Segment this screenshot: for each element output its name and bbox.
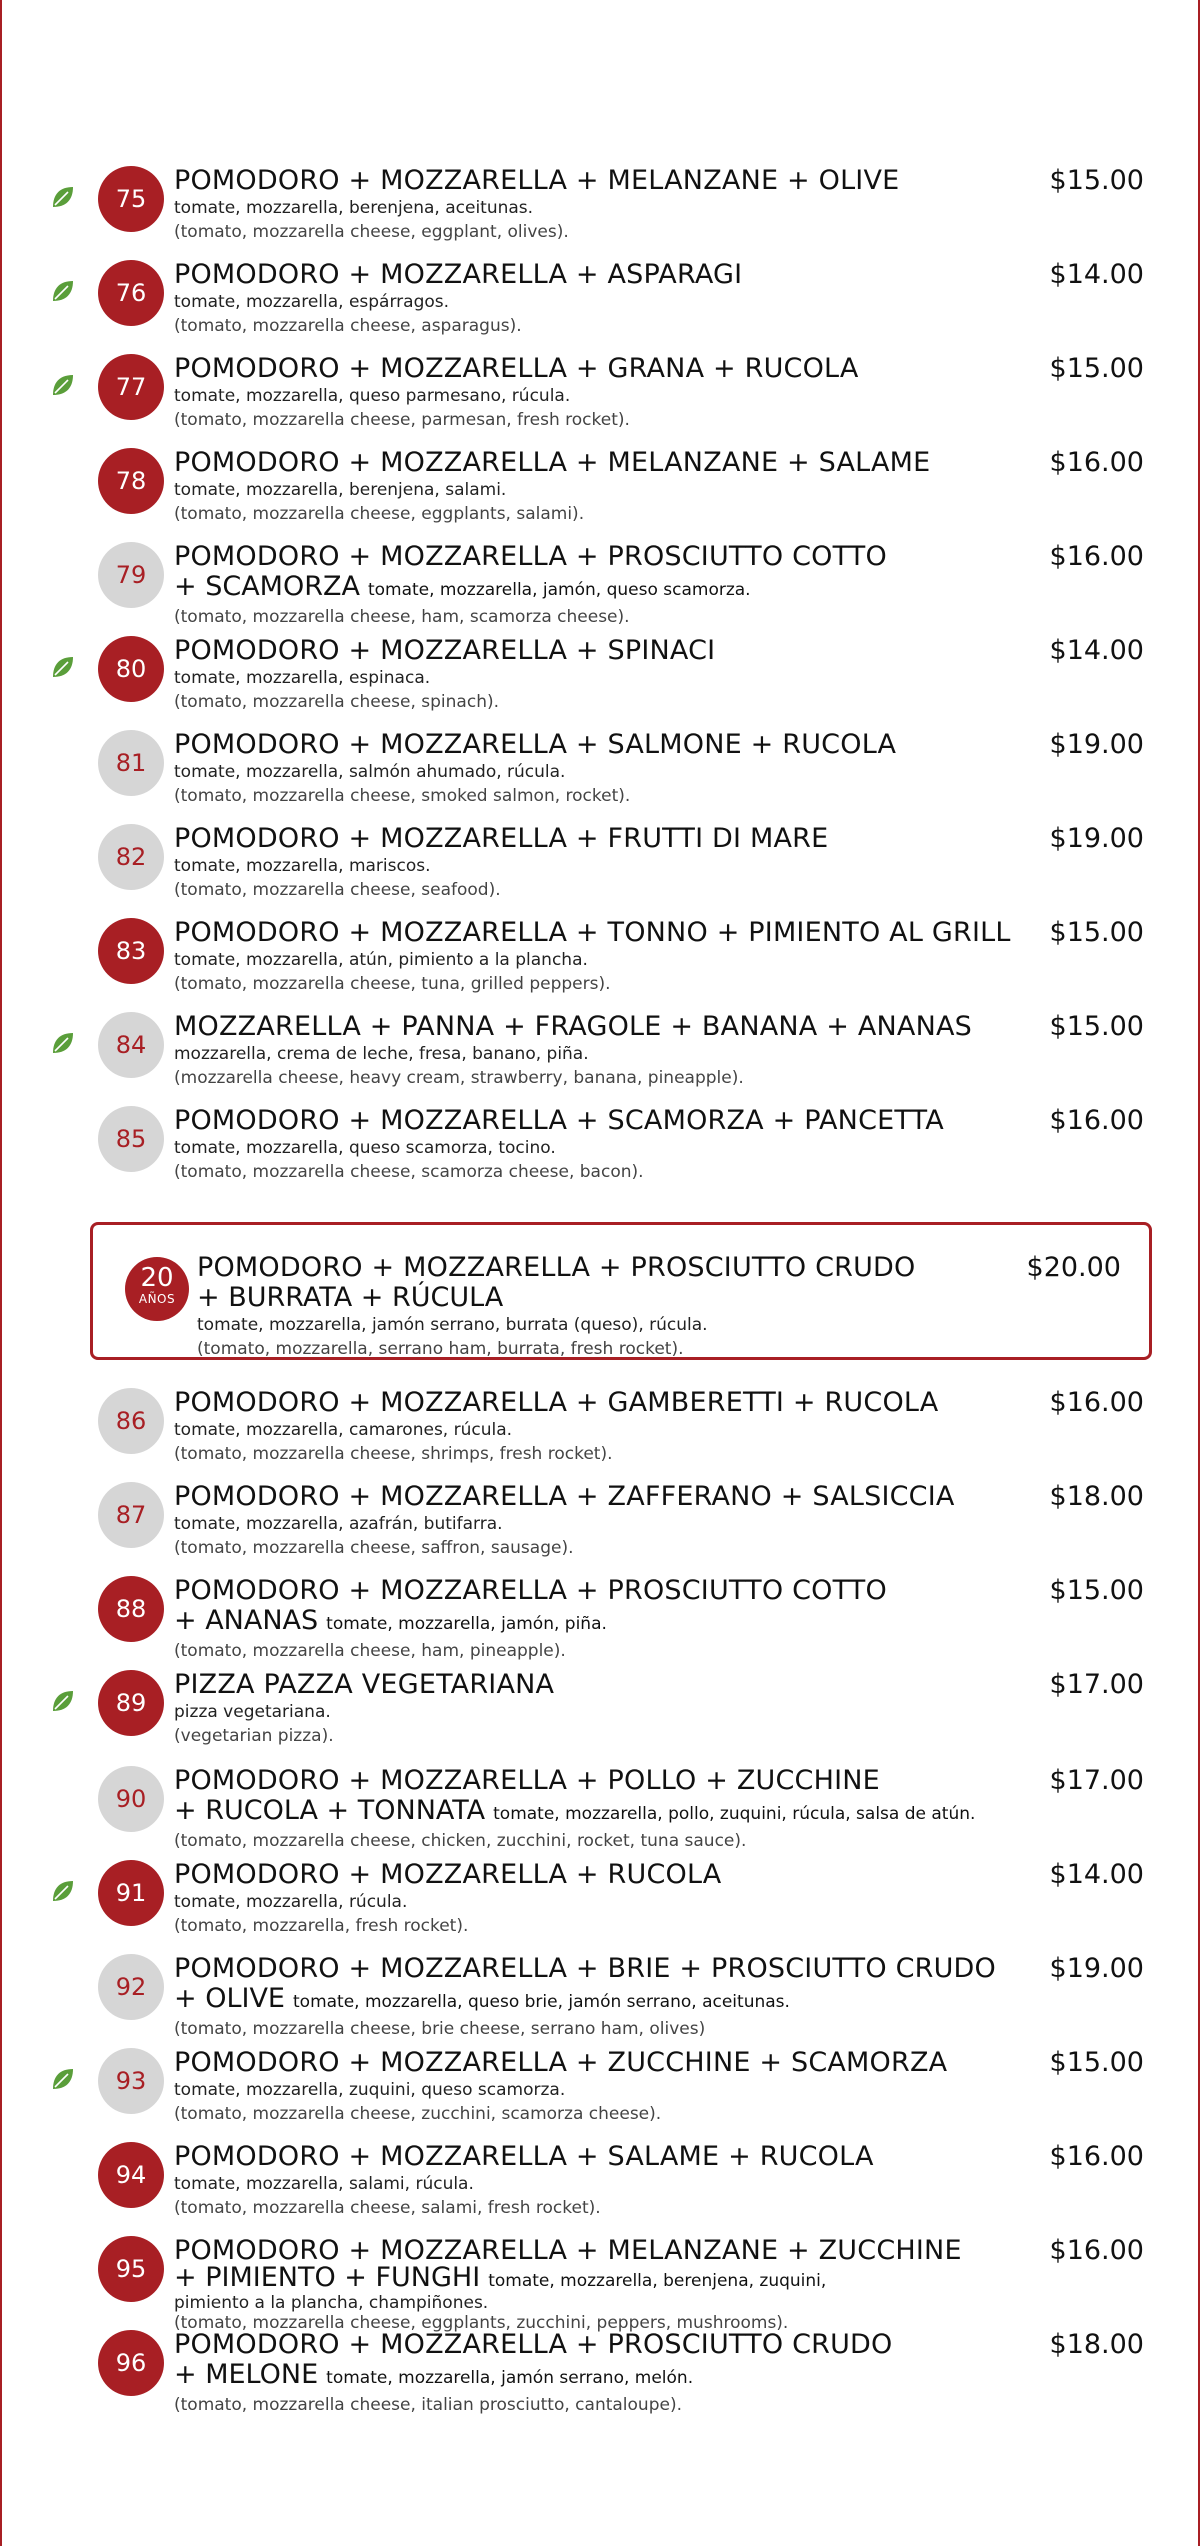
vegetarian-leaf-icon: [50, 1878, 76, 1904]
item-number-badge: 89: [98, 1670, 164, 1736]
item-number-badge: 84: [98, 1012, 164, 1078]
item-price: $19.00: [1049, 1953, 1144, 1984]
item-description-en: (tomato, mozzarella cheese, seafood).: [174, 880, 501, 900]
item-price: $14.00: [1049, 1859, 1144, 1890]
item-name: POMODORO + MOZZARELLA + MELANZANE + OLIVE: [174, 165, 900, 196]
item-description-en: (tomato, mozzarella, fresh rocket).: [174, 1916, 469, 1936]
special-price: $20.00: [1026, 1252, 1121, 1283]
item-name: POMODORO + MOZZARELLA + TONNO + PIMIENTO AL GRILL: [174, 917, 1011, 948]
item-description-es: tomate, mozzarella, jamón serrano, melón.: [326, 2368, 694, 2388]
anniversary-badge: [125, 1257, 189, 1321]
item-description-es: tomate, mozzarella, azafrán, butifarra.: [174, 1514, 503, 1534]
item-number-badge: 96: [98, 2330, 164, 2396]
item-description-es: mozzarella, crema de leche, fresa, banano, piña.: [174, 1044, 589, 1064]
item-name: POMODORO + MOZZARELLA + ASPARAGI: [174, 259, 743, 290]
item-name-continued: + SCAMORZA: [174, 571, 360, 602]
item-price: $16.00: [1049, 447, 1144, 478]
item-name: POMODORO + MOZZARELLA + ZAFFERANO + SALSICCIA: [174, 1481, 955, 1512]
item-name: POMODORO + MOZZARELLA + MELANZANE + ZUCCHINE: [174, 2235, 962, 2266]
item-name: POMODORO + MOZZARELLA + GRANA + RUCOLA: [174, 353, 859, 384]
item-description-en: (tomato, mozzarella cheese, eggplants, zucchini, peppers, mushrooms).: [174, 2313, 789, 2333]
item-description-es: tomate, mozzarella, espinaca.: [174, 668, 431, 688]
item-description-en: (tomato, mozzarella cheese, scamorza cheese, bacon).: [174, 1162, 644, 1182]
item-description-es: tomate, mozzarella, salmón ahumado, rúcula.: [174, 762, 566, 782]
item-name: POMODORO + MOZZARELLA + ZUCCHINE + SCAMORZA: [174, 2047, 948, 2078]
item-name-continued: + OLIVE: [174, 1983, 285, 2014]
item-name: POMODORO + MOZZARELLA + MELANZANE + SALAME: [174, 447, 931, 478]
item-price: $15.00: [1049, 165, 1144, 196]
vegetarian-leaf-icon: [50, 1030, 76, 1056]
item-price: $19.00: [1049, 729, 1144, 760]
item-description-en: (tomato, mozzarella cheese, ham, scamorza cheese).: [174, 607, 630, 627]
item-description-en: (tomato, mozzarella cheese, asparagus).: [174, 316, 522, 336]
item-name-continued: + PIMIENTO + FUNGHI: [174, 2262, 481, 2293]
item-number-badge: 80: [98, 636, 164, 702]
item-description-es-continued: pimiento a la plancha, champiñones.: [174, 2293, 489, 2313]
item-number-badge: 95: [98, 2236, 164, 2302]
vegetarian-leaf-icon: [50, 1688, 76, 1714]
item-description-en: (tomato, mozzarella cheese, shrimps, fresh rocket).: [174, 1444, 613, 1464]
item-price: $14.00: [1049, 259, 1144, 290]
item-price: $15.00: [1049, 1011, 1144, 1042]
item-name: POMODORO + MOZZARELLA + POLLO + ZUCCHINE: [174, 1765, 880, 1796]
item-number-badge: 94: [98, 2142, 164, 2208]
item-description-en: (tomato, mozzarella cheese, italian prosciutto, cantaloupe).: [174, 2395, 682, 2415]
item-price: $15.00: [1049, 917, 1144, 948]
special-description-en: (tomato, mozzarella, serrano ham, burrata, fresh rocket).: [197, 1339, 684, 1359]
item-description-en: (tomato, mozzarella cheese, chicken, zucchini, rocket, tuna sauce).: [174, 1831, 747, 1851]
special-description-es: tomate, mozzarella, jamón serrano, burrata (queso), rúcula.: [197, 1315, 708, 1335]
item-description-en: (tomato, mozzarella cheese, spinach).: [174, 692, 500, 712]
item-description-es: tomate, mozzarella, berenjena, zuquini,: [488, 2271, 827, 2291]
item-number-badge: 82: [98, 824, 164, 890]
item-name: POMODORO + MOZZARELLA + RUCOLA: [174, 1859, 722, 1890]
item-description-en: (tomato, mozzarella cheese, parmesan, fresh rocket).: [174, 410, 630, 430]
item-number-badge: 75: [98, 166, 164, 232]
item-number-badge: 86: [98, 1388, 164, 1454]
item-name: POMODORO + MOZZARELLA + PROSCIUTTO CRUDO: [174, 2329, 893, 2360]
item-name: POMODORO + MOZZARELLA + SALAME + RUCOLA: [174, 2141, 874, 2172]
item-description-es: pizza vegetariana.: [174, 1702, 331, 1722]
item-number-badge: 83: [98, 918, 164, 984]
item-description-es: tomate, mozzarella, berenjena, aceitunas.: [174, 198, 534, 218]
item-description-en: (tomato, mozzarella cheese, smoked salmon, rocket).: [174, 786, 631, 806]
item-description-es: tomate, mozzarella, jamón, queso scamorza.: [367, 580, 751, 600]
item-description-es: tomate, mozzarella, queso parmesano, rúcula.: [174, 386, 571, 406]
item-description-en: (mozzarella cheese, heavy cream, strawberry, banana, pineapple).: [174, 1068, 744, 1088]
item-description-es: tomate, mozzarella, camarones, rúcula.: [174, 1420, 513, 1440]
item-number-badge: 92: [98, 1954, 164, 2020]
special-name-continued: + BURRATA + RÚCULA: [197, 1282, 504, 1313]
item-description-en: (tomato, mozzarella cheese, zucchini, scamorza cheese).: [174, 2104, 662, 2124]
item-description-en: (vegetarian pizza).: [174, 1726, 334, 1746]
item-price: $18.00: [1049, 1481, 1144, 1512]
item-price: $16.00: [1049, 541, 1144, 572]
item-description-es: tomate, mozzarella, zuquini, queso scamorza.: [174, 2080, 566, 2100]
item-number-badge: 91: [98, 1860, 164, 1926]
item-number-badge: 81: [98, 730, 164, 796]
item-description-en: (tomato, mozzarella cheese, saffron, sausage).: [174, 1538, 574, 1558]
item-number-badge: 88: [98, 1576, 164, 1642]
item-description-en: (tomato, mozzarella cheese, eggplants, salami).: [174, 504, 585, 524]
item-name: POMODORO + MOZZARELLA + SPINACI: [174, 635, 716, 666]
item-description-es: tomate, mozzarella, berenjena, salami.: [174, 480, 507, 500]
item-description-en: (tomato, mozzarella cheese, salami, fresh rocket).: [174, 2198, 601, 2218]
item-name: POMODORO + MOZZARELLA + FRUTTI DI MARE: [174, 823, 829, 854]
item-description-es: tomate, mozzarella, rúcula.: [174, 1892, 408, 1912]
item-name: POMODORO + MOZZARELLA + BRIE + PROSCIUTTO CRUDO: [174, 1953, 996, 1984]
item-name: POMODORO + MOZZARELLA + PROSCIUTTO COTTO: [174, 1575, 887, 1606]
item-number-badge: 90: [98, 1766, 164, 1832]
item-price: $15.00: [1049, 353, 1144, 384]
anniversary-badge-number: 20: [140, 1263, 174, 1293]
item-description-es: tomate, mozzarella, salami, rúcula.: [174, 2174, 474, 2194]
item-number-badge: 87: [98, 1482, 164, 1548]
item-name: POMODORO + MOZZARELLA + PROSCIUTTO COTTO: [174, 541, 887, 572]
vegetarian-leaf-icon: [50, 654, 76, 680]
item-name: POMODORO + MOZZARELLA + SALMONE + RUCOLA: [174, 729, 897, 760]
item-description-es: tomate, mozzarella, espárragos.: [174, 292, 450, 312]
item-name: POMODORO + MOZZARELLA + GAMBERETTI + RUCOLA: [174, 1387, 939, 1418]
vegetarian-leaf-icon: [50, 278, 76, 304]
item-price: $19.00: [1049, 823, 1144, 854]
item-description-es: tomate, mozzarella, jamón, piña.: [326, 1614, 607, 1634]
item-name: POMODORO + MOZZARELLA + SCAMORZA + PANCETTA: [174, 1105, 944, 1136]
item-name: PIZZA PAZZA VEGETARIANA: [174, 1669, 555, 1700]
item-number-badge: 76: [98, 260, 164, 326]
item-description-es: tomate, mozzarella, mariscos.: [174, 856, 431, 876]
item-description-en: (tomato, mozzarella cheese, brie cheese, serrano ham, olives): [174, 2019, 706, 2039]
item-number-badge: 79: [98, 542, 164, 608]
item-price: $15.00: [1049, 2047, 1144, 2078]
item-price: $16.00: [1049, 1105, 1144, 1136]
item-description-es: tomate, mozzarella, queso brie, jamón serrano, aceitunas.: [293, 1992, 790, 2012]
item-price: $16.00: [1049, 1387, 1144, 1418]
item-description-en: (tomato, mozzarella cheese, eggplant, olives).: [174, 222, 569, 242]
item-name-continued: + ANANAS: [174, 1605, 319, 1636]
item-number-badge: 85: [98, 1106, 164, 1172]
item-name: MOZZARELLA + PANNA + FRAGOLE + BANANA + ANANAS: [174, 1011, 972, 1042]
item-name-continued: + MELONE: [174, 2359, 319, 2390]
item-description-es: tomate, mozzarella, pollo, zuquini, rúcula, salsa de atún.: [493, 1804, 976, 1824]
item-description-en: (tomato, mozzarella cheese, tuna, grilled peppers).: [174, 974, 611, 994]
item-name-continued: + RUCOLA + TONNATA: [174, 1795, 486, 1826]
vegetarian-leaf-icon: [50, 184, 76, 210]
item-price: $18.00: [1049, 2329, 1144, 2360]
item-price: $14.00: [1049, 635, 1144, 666]
item-description-es: tomate, mozzarella, queso scamorza, tocino.: [174, 1138, 556, 1158]
item-description-en: (tomato, mozzarella cheese, ham, pineapple).: [174, 1641, 566, 1661]
item-description-es: tomate, mozzarella, atún, pimiento a la plancha.: [174, 950, 588, 970]
item-price: $17.00: [1049, 1765, 1144, 1796]
item-number-badge: 78: [98, 448, 164, 514]
vegetarian-leaf-icon: [50, 2066, 76, 2092]
item-price: $17.00: [1049, 1669, 1144, 1700]
vegetarian-leaf-icon: [50, 372, 76, 398]
item-price: $15.00: [1049, 1575, 1144, 1606]
item-number-badge: 93: [98, 2048, 164, 2114]
special-name: POMODORO + MOZZARELLA + PROSCIUTTO CRUDO: [197, 1252, 916, 1283]
anniversary-special-box: [90, 1222, 1152, 1360]
item-price: $16.00: [1049, 2235, 1144, 2266]
anniversary-badge-text: AÑOS: [138, 1292, 176, 1306]
item-number-badge: 77: [98, 354, 164, 420]
item-price: $16.00: [1049, 2141, 1144, 2172]
